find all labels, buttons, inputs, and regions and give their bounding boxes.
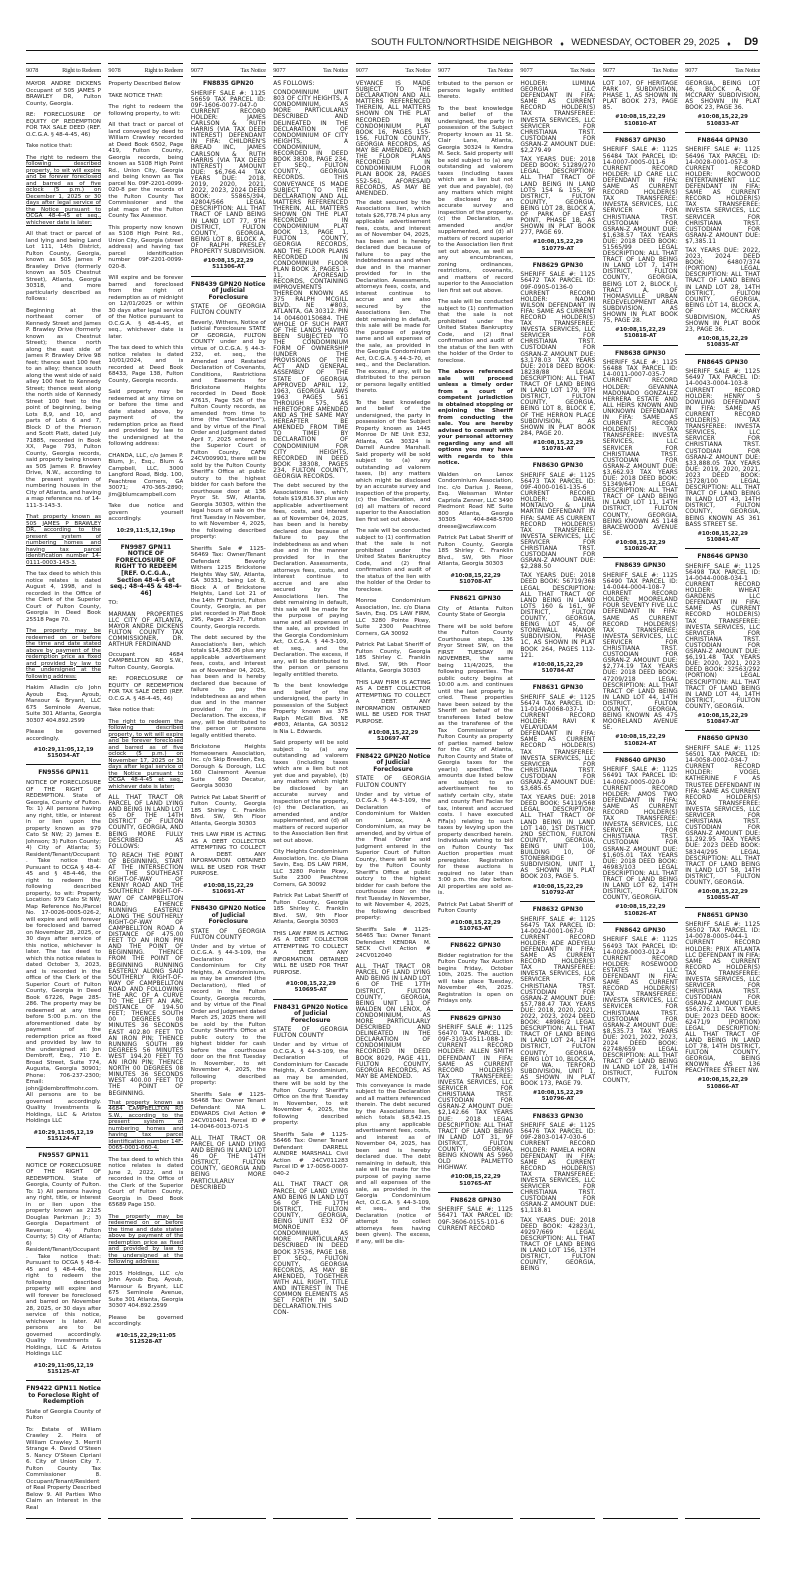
- notice-paragraph: Patrick Pat Labat Sheriff of Fulton County: [438, 901, 513, 914]
- notice-reference-code: #10:08,15,22,29 510792-AT: [532, 883, 584, 896]
- notice-caps-paragraph: VEYANCE IS MADE SUBJECT TO THE DECLARATION AND ALL MATTERS REFERENCED THEREIN, ALL MATTERS SHOWN ON THE PLAT RECORDED IN CONDOMINIUM PLAT BOOK 16, PAGES 155-156, FULTON COUNTY, GEORGIA RECORDS, AS MAY BE AMENDED, AND THE FLOOR PLANS RECORDED IN CONDOMINIUM FLOOR PLAN BOOK 28, PAGES 552-561, AFORESAID RECORDS, AS MAY BE AMENDED.: [355, 81, 431, 197]
- notice-divider: [108, 539, 183, 540]
- classification-label: Tax Notice: [570, 67, 596, 74]
- notice-paragraph: The debt secured by the Association's lien, which totals $14,382.06 plus any applicable advertisement fees, costs, and interest as of November 04, 2025, has been and is hereby declared due because of failure to pay the indebtedness as and when due and in the manner provided for in the Declaration. The excess, if any, will be distributed to the person or persons legally entitled thereto.: [190, 635, 266, 739]
- notice-paragraph: Patrick Pat Labat Sheriff of Fulton County, Georgia 185 Shirley C. Franklin Blvd. SW, 9th Floor Atlanta, Georgia 30303: [190, 794, 266, 827]
- notice-paragraph: To the best knowledge and belief of the undersigned, the party in possession of the Subject Property known as 11 St. Clair Lane, Atlanta, Georgia 30324 is Kendra M. Seck. Said property will be sold subject to (a) any outstanding ad valorem taxes (including taxes which are a lien but not yet due and payable), (b) any matters which might be disclosed by an accurate survey and inspection of the property, (c) the Declaration, as amended and/or supplemented, and (d) all matters of record superior to the Association lien first set out above, as well as any encumbrances, zoning ordinances, restrictions, covenants, and matters of record superior to the Association lien first set out above.: [438, 105, 513, 294]
- notice-column: [273, 63, 348, 1519]
- notice-divider: [273, 999, 348, 1000]
- notice-heading: FN8631 GPN30: [532, 684, 584, 692]
- column-header: [26, 63, 101, 77]
- notice-paragraph: Take notice that:: [108, 707, 155, 714]
- notice-underlined-paragraph: That property known as 4684 CAMPBELLTON RD S.W., according to the present system of numbering homes and having tax parcel identification number 14F-0065-0001-060-4.: [108, 1099, 184, 1152]
- notice-underlined-paragraph: The right to redeem the following described property, to wit will expire and be forever foreclosed and barred as of five oclock (5 p.m.) on November 17, 2025 or 30 days after legal service of the Notice pursuant to OCGA 48-4-45 et seq., whichever date is later:: [108, 718, 184, 790]
- notice-heading: FN8640 GPN30: [614, 756, 666, 764]
- classification-number: 9077: [190, 67, 204, 74]
- notice-column: [108, 63, 183, 1519]
- notice-caps-paragraph: SHERIFF SALE #: 1125 56659 TAX PARCEL ID: 09F-1606-0077-047-0 CURRENT RECORD HOLDER: JAMES CARLSON & RUTH HARRIS (VIA TAX DEED INTEREST) DEFENDANT IN FIFA: CHILDREN'S BREAD INC, JAMES CARLSON & RUTH HARRIS (VIA TAX DEED INTEREST) AMOUNT DUE: $6,766.44 TAX YEARS DUE: 2018, 2019, 2020, 2021, 2022, 2023, 2024 DEED BOOK: 55865/394, 42804/566 LEGAL DESCRIPTION: ALL THAT TRACT OF LAND BEING IN LAND LOT 77, 9TH DISTRICT, FULTON COUNTY, GEORGIA, BEING LOT 8, BLOCK A, OF RALPH PRESLEY PROPERTY SUBDIVISION.: [190, 90, 266, 256]
- notice-reference-code: #10:08,15,22,29 510820-AT: [615, 539, 666, 553]
- notice-caps-paragraph: STATE OF GEORGIA FULTON COUNTY: [355, 776, 431, 789]
- notice-caps-paragraph: STATE OF GEORGIA FULTON COUNTY: [190, 304, 266, 317]
- notice-heading: FN8650 GPN30: [697, 735, 748, 743]
- notice-paragraph: Under and by virtue of O.C.G.A. § 44-3-109, the Declaration of Condominium for Cascade Heights, A Condominium, as may be amended, there will be sold by the Fulton County Sheriff's Office on the first Tuesday in November, to wit November 4, 2025, the following described property:: [273, 1042, 349, 1127]
- notice-caps-paragraph: SHERIFF SALE #: 1125 56498 TAX PARCEL ID: 14-0044-0008-034-1 CURRENT RECORD HOLDER: WHEAT GARDENS LLC DEFENDANT IN FIFA: SAME AS CURRENT RECORD HOLDER(S) TAX TRANSFEREE: INVESTA SERVICES, LLC SERVICER FOR CHRISTIANA TRST. CUSTODIAN FOR GSRAN-Z AMOUNT DUE: $6,191.48 TAX YEARS DUE: 2020, 2021, 2023 DEED BOOK: 32563/292 (PORTION) LEGAL DESCRIPTION: ALL THAT TRACT OF LAND BEING IN LAND LOT 44, 14TH DISTRICT, FULTON COUNTY, GEORGIA.: [685, 563, 761, 710]
- notice-paragraph: There will be sold before the Fulton County Courthouse steps, 136 Pryor Street SW, on the FIRST TUESDAY IN NOVEMBER, the same being 11/4/2025, the following properties. The public outcry begins at 10:00 a.m. and continues until the last property is cried. These properties have been seized by the Sheriff on behalf of the transferees listed below as the transferee of the Tax Commissioner of Fulton County as property of parties named below for the City of Atlanta, Fulton County and State of Georgia taxes for the year(s) specified. The amounts due listed below are subject to an advertisement fee to satisfy certain city, state and county Fieri Facias for tax, interest and accrued costs. I have executed FiFa(s) relating to such taxes by levying upon the property described herein. Individuals wishing to bid on Fulton County Tax Auction properties must preregister. Registration for these auctions is required no later than 3:00 p.m. the day before. All properties are sold as-is.: [438, 623, 513, 896]
- notice-reference-code: #10:29,11:05,12,19 515034-AT: [33, 747, 94, 760]
- notice-heading: FN8651 GPN30: [697, 911, 748, 919]
- notice-paragraph: Walden on Lenox Condominium Association, Inc. c/o Darius J. Reese, Esq. Weissman Winter Capriola Zenner, LLC 3490 Piedmont Road NE Suite 800 Atlanta, Georgia 30305 404-848-5700 dreese@wczlaw.com: [438, 471, 513, 530]
- notice-divider: [603, 752, 678, 753]
- notice-paragraph: Said property will be sold subject to (a) any outstanding ad valorem taxes (including taxes which are a lien but not yet due and payable), (b) any matters which might be disclosed by an accurate survey and inspection of the property, (c) the Declaration, as amended and/or supplemented, and (d) all matters of record superior to the Association lien first set out above.: [273, 740, 349, 844]
- notice-paragraph: Take due notice and govern yourself accordingly.: [108, 503, 184, 522]
- notice-paragraph: Please be governed accordingly.: [108, 1314, 184, 1328]
- diamond-separator-icon: ♦: [560, 41, 564, 48]
- notice-underlined-paragraph: That property known as 505 JAMES P BRAWLEY DR, according to the present system of numbering homes and having tax parcel identification number 14-0111-0003-143-3.: [26, 514, 101, 566]
- notice-paragraph: Beverly, Withers, Notice of Judicial Foreclosure STATE OF GEORGIA, FULTON COUNTY under and by virtue of O.C.G.A. § 44-3-232, et. seq., the Amended and Restated Declaration of Covenants, Conditions, Restrictions and Easements for Brickstone Heights recorded in Deed Book 47615, Page 526 of the Fulton County records, as amended from time to time (the "Declaration"), and by virtue of the Final Order and Judgment dated April 7, 2025 entered in the Superior Court of Fulton County, CAFN 24CV009901, there will be sold by the Fulton County Sheriff's Office at public outcry to the highest bidder for cash before the courthouse door at 136 Pryor St. SW, Atlanta, Georgia 30303, within the legal hours of sale on the first Tuesday in November, to wit November 4, 2025, the following described property:: [190, 319, 266, 540]
- notice-reference-code: #10:08,15,22,29 510866-AT: [697, 1077, 748, 1090]
- notice-paragraph: All that tract or parcel of land lying and being Land Lot 111, 14th District, Fulton County, Georgia, known as 505 James P Brawley Drive (formerly known as 505 Chestnut Street), Atlanta, Georgia 30318, and more particularly described as follows:: [26, 231, 101, 302]
- page-masthead: [26, 36, 758, 51]
- notice-heading: FN8638 GPN30: [614, 349, 666, 357]
- notice-caps-paragraph: ALL THAT TRACT OR PARCEL OF LAND LYING AND BEING IN LAND LOT 6 OF THE 17TH DISTRICT, FULTON COUNTY, GEORGIA, BEING UNIT 11 OF WALDEN ON LENOX, A CONDOMINIUM, AS MORE PARTICULARLY DESCRIBED AND DELINEATED IN THE DECLARATION OF CONDOMINIUM RECORDED IN DEED BOOK 8029, PAGE 411, FULTON COUNTY, GEORGIA RECORDS, AS MAY BE AMENDED.: [355, 964, 431, 1080]
- notice-caps-paragraph: SHERIFF SALE #: 1125 56493 TAX PARCEL ID: 14-0028-0003-012-4 CURRENT RECORD HOLDER: ROSEWOOD ESTATES LLC DEFENDANT IN FIFA: SAME AS CURRENT RECORD HOLDER(S) TAX TRANSFEREE: INVESTA SERVICES, LLC SERVICER FOR CHRISTIANA TRST. CUSTODIAN FOR GSRAN-Z AMOUNT DUE: $8,535.73 TAX YEARS DUE: 2021, 2022, 2023, 2024 DEED BOOK: 62748/659 LEGAL DESCRIPTION: ALL THAT TRACT OF LAND BEING IN LAND LOT 28, 14TH DISTRICT, FULTON COUNTY,: [602, 937, 678, 1084]
- notice-heading: FN8632 GPN30: [532, 905, 584, 913]
- notice-heading: FN8835 GPN20: [202, 80, 254, 87]
- notice-caps-paragraph: TAX YEARS DUE: 2022, 2023, 2024 DEED BOOK: 64807/374 (PORTION) LEGAL DESCRIPTION: ALL THAT TRACT OF LAND BEING IN LAND LOT 28, 14TH DISTRICT, FULTON COUNTY, GEORGIA, BEING LOT 14, BLOCK A, OF MCCRARY SUBDIVISION, AS SHOWN IN PLAT BOOK 23, PAGE 36.: [685, 247, 761, 334]
- notice-paragraph: The debt secured by the Associations lien, which totals $19,816.37 plus any applicable advertisement fees, costs, and interest as of November 04, 2025, has been and is hereby declared due because of failure to pay the indebtedness as and when due and in the manner provided for in the Declaration. Assessments, attorneys fees, costs, and interest continue to accrue and are also secured by the Associations lien. The debt remaining in default, this sale will be made for the purpose of paying same and all expenses of the sale, as provided in the Georgia Condominium Act, O.C.G.A. § 44-3-109, et seq., and the Declaration. The excess, if any, will be distributed to the person or persons legally entitled thereto.: [273, 483, 349, 678]
- notice-paragraph: THIS LAW FIRM IS ACTING AS A DEBT COLLECTOR ATTEMPTING TO COLLECT A DEBT. ANY INFORMATION OBTAINED WILL BE USED FOR THAT PURPOSE.: [355, 679, 431, 725]
- classification-label: Tax Notice: [734, 67, 761, 74]
- column-header: [356, 63, 431, 77]
- notice-paragraph: NOTICE OF FORECLOSURE OF THE RIGHT OF REDEMPTION. State of Georgia, County of Fulton. To: 1) All persons having any right, title, or interest in or lien upon the property known as 979 Cato St NW; 2) James E. Johnson; 3) Fulton County; 4) City of Atlanta; 5) Resident/Tenant/Occupant. Take notice that: Pursuant to OCGA § 48-4-45 and § 48-4-46, the right to redeem the following described property, to wit: Property Location: 979 Cato St NW; Map Reference No./Parcel No. 17-0026-0005-026-2, will expire and will forever be foreclosed and barred on November 28, 2025, or 30 days after service of this notice, whichever is later. The tax deed to which this notice relates is dated October 3, 2023, and is recorded in the office of the Clerk of the Superior Court of Fulton County, Georgia in Deed Book 67226, Page 285-286. The property may be redeemed at any time before 5:00 p.m. on the aforementioned date by payment of the redemption price as fixed and provided by law to the undersigned at: Jon Dembroff, Esq., 710 E. Broad Street, Suite 774, Augusta, Georgia 30901; Phone: 706-237-2300; Email: john@dembroffmohr.com. All persons are to be governed accordingly. Quality Investments & Holdings, LLC & Aristos Holdings LLC: [26, 780, 101, 1124]
- column-header: [520, 63, 595, 77]
- notice-caps-paragraph: HOLDER: LUMINA GEORGIA LLC DEFENDANT IN FIFA: SAME AS CURRENT RECORD HOLDER(S) TAX TRANSFEREE: INVESTA SERVICES, LLC SERVICER FOR CHRISTIANA TRST. CUSTODIAN FOR GSRAN-Z AMOUNT DUE: $2,279.49: [520, 81, 596, 155]
- notice-reference-code: #10:08,15,22,29 510818-AT: [615, 327, 666, 340]
- notice-reference-code: #10:08,15,22,29 510779-AT: [532, 239, 584, 252]
- notice-divider: [26, 1147, 101, 1148]
- notice-heading: FN8644 GPN30: [697, 136, 748, 144]
- notice-reference-code: #10:08,15,22,29 510855-AT: [697, 889, 748, 902]
- notice-heading: FN8629 GPN30: [532, 261, 584, 269]
- notice-heading: FN8645 GPN30: [697, 358, 748, 366]
- notice-paragraph: Monroe Condominium Association, Inc. c/o Diana Savin, Esq. DS LAW FIRM, LLC 3280 Pointe Pkwy, Suite 2300 Peachtree Corners, GA 30092: [355, 598, 431, 637]
- notice-caps-paragraph: SHERIFF SALE #: 1125 56497 TAX PARCEL ID: 14-0043-0004-103-8 CURRENT RECORD HOLDER: HENRY S DOWLING DEFENDANT IN FIFA: SAME AS CURRENT RECORD HOLDER(S) TAX TRANSFEREE: INVESTA SERVICES, LLC SERVICER FOR CHRISTIANA TRST. CUSTODIAN FOR GSRAN-Z AMOUNT DUE: $33,888.05 TAX YEARS DUE: 2019, 2020, 2021, 2023 DEED BOOK: 15728/100 LEGAL DESCRIPTION: ALL THAT TRACT OF LAND BEING IN LAND LOT 43, 14TH DISTRICT, FULTON COUNTY, GEORGIA, BEING KNOWN AS 361 BASS STREET SE.: [685, 369, 761, 528]
- notice-bold-paragraph: The above referenced sale will proceed unless a timely order from a court of competent jurisdiction is obtained stopping or enjoining the Sheriff from conducting the sale. You are hereby advised to consult with your personal attorney regarding any and all options you may have with regards to this notice.: [438, 369, 513, 466]
- notice-heading: FN8439 GPN20 Notice of Judicial Foreclosure: [191, 280, 266, 301]
- notice-reference-code: #10:29,11:05,12,19 515125-AT: [33, 1362, 94, 1375]
- notice-paragraph: The tax deed to which this notice relates is dated June 2, 2022, and is recorded in the Office of the Clerk of the Superior Court of Fulton County, Georgia in Deed Book 65689 Page 150.: [108, 1156, 184, 1209]
- notice-heading: FN8629 GPN30: [450, 1014, 501, 1022]
- notice-paragraph: State of Georgia County of Fulton: [26, 1408, 101, 1422]
- notice-column: [191, 63, 266, 1519]
- notice-underlined-paragraph: The property may be redeemed on or before the time and date stated above by payment of the redemption price as fixed and provided by law to the undersigned at the following address:: [108, 1213, 184, 1266]
- classification-number: 9077: [685, 67, 698, 74]
- notice-reference-code: #10:08,15,22,29 510781-AT: [532, 439, 584, 453]
- notice-caps-paragraph: CONDOMINIUM UNIT 803 OF CITY HEIGHTS, A CONDOMINIUM, AS MORE PARTICULARLY DESCRIBED AND DELINEATED IN THE DECLARATION OF CONDOMINIUM OF CITY HEIGHTS, A CONDOMINIUM, RECORDED IN DEED BOOK 38308, PAGE 234, ET SEQ., FULTON COUNTY, GEORGIA RECORDS. THIS CONVEYANCE IS MADE SUBJECT TO THE DECLARATION AND ALL MATTERS REFERENCED THEREIN, ALL MATTERS SHOWN ON THE PLAT RECORDED IN CONDOMINIUM PLAT BOOK 13, PAGE 1, FULTON COUNTY, GEORGIA RECORDS, AND THE FLOOR PLANS RECORDED IN CONDOMINIUM FLOOR PLAN BOOK 3, PAGES 1-11, AFORESAID RECORDS, CONTAINING IMPROVEMENTS THEREON KNOWN AS 375 RALPH MCGILL BLVD. NE #803, ATLANTA, GA 30312. PIN 14 004600150684. THE WHOLE OF SUCH PART OF THE LANDS HAVING BEEN SUBJECTED TO THE CONDOMINIUM FORM OF OWNERSHIP (UNDER THE PROVISIONS OF THE ACT AND GENERAL ASSEMBLY OF THE STATE OF GEORGIA APPROVED APRIL 12, 1963, GEORGIA LAWS 1963 PAGES 561 THROUGH 575, AS HERETOFORE AMENDED AND AS THE SAME MAY HEREAFTER BE AMENDED FROM TIME TO TIME) BY DECLARATION OF CONDOMINIUM FOR CITY HEIGHTS, RECORDED IN DEED BOOK 38308, PAGES 234, FULTON COUNTY, GEORGIA RECORDS.: [273, 90, 349, 480]
- notice-caps-paragraph: GEORGIA, BEING LOT 46, BLOCK A, OF MCCRARY SUBDIVISION, AS SHOWN IN PLAT BOOK 23, PAGE 36.: [685, 81, 761, 112]
- notice-divider: [438, 1010, 513, 1011]
- notice-caps-paragraph: LOT 107, OF HERITAGE PARK SUBDIVISION, PHASE 1, AS SHOWN IN PLAT BOOK 273, PAGE 85.: [602, 81, 678, 112]
- notice-caps-paragraph: SHERIFF SALE #: 1125 56472 TAX PARCEL ID: 09F-0905-0136-0 CURRENT RECORD HOLDER: NAOMI WILSON DEFENDANT IN FIFA: SAME AS CURRENT RECORD HOLDER(S) TAX TRANSFEREE: INVESTA SERVICES, LLC SERVICER FOR CHRISTIANA TRST. CUSTODIAN FOR GSRAN-Z AMOUNT DUE: $3,178.03 TAX YEARS DUE: 2018 DEED BOOK: 18238/88 LEGAL DESCRIPTION: ALL THAT TRACT OF LAND BEING IN LAND LOT 179, 9TH DISTRICT, FULTON COUNTY, GEORGIA, BEING LOT 8, BLOCK E, OF THE HERRON PLACE SUBDIVISION, AS SHOWN IN PLAT BOOK 284, PAGE 20.: [520, 272, 596, 437]
- notice-paragraph: To: Estate of William Crawley 2. Heirs of William Crawley 3. Merrill Strange 4. David O'Steen 5. Nancy O'Steen Cipriani 6. City of Union City 7. Fulton County Tax Commissioner 8. Occupant/Tenant/Resident of Real Property Described Below 9. All Parties Who Claim an Interest in the Real: [26, 1426, 101, 1511]
- notice-paragraph: NOTICE OF FORECLOSURE OF THE RIGHT OF REDEMPTION. State of Georgia, County of Fulton. To: 1) All persons having any right, title, or interest in or lien upon the property known as 2125 Douglas Parkman Jr.; 3) Georgia Department of Revenue; 4) Fulton County; 5) City of Atlanta; 6) Resident/Tenant/Occupant. Take notice that: Pursuant to OCGA § 48-4-45 and § 48-4-46, the right to redeem the following described property will expire and will forever be foreclosed and barred on November 28, 2025, or 30 days after service of this notice, whichever is later. All persons are to be governed accordingly. Quality Investments & Holdings, LLC & Aristos Holdings LLC: [26, 1162, 101, 1357]
- classification-label: Tax Notice: [322, 67, 349, 74]
- notice-reference-code: #10:08,15,22,29 510826-AT: [615, 904, 666, 917]
- notice-caps-paragraph: TAX YEARS DUE: 2018 DEED BOOK: 56719/368 LEGAL DESCRIPTION: ALL THAT TRACT OF LAND BEING IN LAND LOTS 160 & 161, 9F DISTRICT, FULTON COUNTY, GEORGIA, BEING LOT 45, OF STONEWALL MANOR SUBDIVISION, PHASE 1C, AS SHOWN IN PLAT BOOK 264, PAGES 112-121.: [520, 573, 596, 659]
- column-header: [603, 63, 678, 77]
- notice-paragraph: MAYOR ANDRE DICKENS Occupant of 505 JAMES P BRAWLEY DR, Fulton County, Georgia.: [26, 81, 101, 107]
- classification-label: Tax Notice: [240, 67, 266, 74]
- notice-column: [520, 63, 595, 1519]
- notice-reference-code: #10:29,11:05,12,19 515124-AT: [33, 1129, 94, 1142]
- notice-divider: [438, 1192, 513, 1193]
- classification-label: Tax Notice: [487, 67, 513, 74]
- notice-caps-paragraph: TO REACH THE POINT OF BEGINNING, START AT THE INTERSECTION OF THE SOUTHEAST RIGHT-OF-WAY OF KENNY ROAD AND THE SOUTHERLY RIGHT-OF-WAY OF CAMPBELLTON ROAD; THENCE RUNNING EASTERLY ALONG THE SOUTHERLY RIGHT-OF-WAY OF CAMPBELLTON ROAD A DISTANCE OF 475.00 FEET TO AN IRON PIN AND THE POINT OF BEGINNING. THENCE FROM THE POINT OF BEGINNING RUNNING EASTERLY ALONG SAID SOUTHERLY RIGHT-OF-WAY OF CAMPBELLTON ROAD AND FOLLOWING THE ARC OF A CURVE TO THE LEFT AN ARC DISTANCE OF 194.50 FEET; THENCE SOUTH 00 DEGREES 08 MINUTES 36 SECONDS EAST 402.80 FEET TO AN IRON PIN; THENCE RUNNING SOUTH 89 DEGREES 56 MINUTES WEST 194.20 FEET TO AN IRON PIN; THENCE NORTH 00 DEGREES 08 MINUTES 36 SECONDS WEST 400.00 FEET TO THE POINT OF BEGINNING.: [108, 852, 184, 1097]
- notice-divider: [685, 730, 760, 731]
- notice-paragraph: Under and by virtue of O.C.G.A. § 44-3-109, the Declaration of Condominium for City Heights, A Condominium, as may be amended (the Declaration), filed of record in the Fulton County, Georgia records, and by virtue of the Final Order and Judgment dated March 25, 2025 there will be sold by the Fulton County Sheriff's Office at public outcry to the highest bidder for cash before the courthouse door on the first Tuesday in November, to wit November 4, 2025, the following described property:: [190, 943, 266, 1087]
- classification-number: 9077: [273, 67, 286, 74]
- notice-heading: FN8628 GPN30: [450, 1196, 501, 1204]
- notice-reference-code: #10:08,15,22,29 510835-AT: [697, 336, 748, 349]
- classification-label: Right to Redeem: [144, 67, 184, 74]
- column-header: [685, 63, 760, 77]
- notice-paragraph: Said property may be redeemed at any time on or before the time and date stated above, by payment of the redemption price as fixed and provided by law to the undersigned at the following address:: [108, 389, 184, 447]
- notice-paragraph: The sale will be conducted subject to (1) confirmation that the sale is not prohibited under the United States Bankruptcy Code, and (2) final confirmation and audit of the status of the lien with the holder of the Order to foreclose.: [355, 528, 431, 593]
- notice-heading: FN8430 GPN20 Notice of Judicial Foreclosure: [191, 904, 266, 926]
- notice-paragraph: The sale will be conducted subject to (1) confirmation that the sale is not prohibited under the United States Bankruptcy Code, and (2) final confirmation and audit of the status of the lien with the holder of the Order to foreclose.: [438, 299, 513, 364]
- notice-reference-code: #10:08,15,22,29 510824-AT: [615, 734, 666, 747]
- notice-divider: [603, 557, 678, 558]
- notice-paragraph: Patrick Pat Labat Sheriff of Fulton County, Georgia 185 Shirley C. Franklin Blvd. SW, 9th Floor Atlanta, Georgia 30303: [273, 893, 349, 926]
- notice-divider: [685, 354, 760, 355]
- notice-caps-paragraph: STATE OF GEORGIA FULTON COUNTY: [190, 928, 266, 941]
- notice-divider: [603, 132, 678, 133]
- notice-paragraph: Patrick Pat Labat Sheriff of Fulton County, Georgia 185 Shirley C. Franklin Blvd., SW, 9th Floor Atlanta, Georgia 30303: [438, 535, 513, 567]
- notice-paragraph: Will expire and be forever barred and foreclosed from the right of redemption as of midnight on 12/01/2025 or within 30 days after legal service of the Notice pursuant to O.C.G.A. § 48-4-45, et seq., whichever date is later.: [108, 275, 184, 340]
- notice-caps-paragraph: TAX YEARS DUE: 2018 DEED BOOK: 51289/270 LEGAL DESCRIPTION: ALL THAT TRACT OF LAND BEING IN LAND LOTS 154 & 155, 9F DISTRICT, FULTON COUNTY, GEORGIA, BEING LOT 28, BLOCK A, OF PARK OF EAST POINT, PHASE 1B, AS SHOWN IN PLAT BOOK 277, PAGE 69.: [520, 157, 596, 237]
- notice-reference-code: #10:08,15,22,29 510847-AT: [697, 712, 748, 726]
- notice-paragraph: Under and by virtue of O.C.G.A. § 44-3-109, the Declaration of Condominium for Walden on Lenox, A Condominium, as may be amended, and by virtue of the Final Order and Judgment entered in the Superior Court of Fulton County, there will be sold by the Fulton County Sheriff's Office at public outcry to the highest bidder for cash before the courthouse door on the first Tuesday in November, to wit November 4, 2025, the following described property:: [355, 791, 431, 922]
- notice-paragraph: Hakim Alladin c/o John Ayoub Esq. Ayoub, Mansour & Bryant, LLC 675 Seminole Avenue, Suite 301 Atlanta, Georgia 30307 404.892.2599: [26, 685, 101, 724]
- notice-divider: [26, 1380, 101, 1381]
- classification-number: 9078: [108, 67, 121, 74]
- notice-reference-code: 10:29,11:5,12,19sp: [116, 527, 176, 534]
- notice-heading: FN8422 GPN20 Notice of Judicial Foreclosure: [355, 752, 431, 773]
- notice-heading: FN8642 GPN30: [614, 926, 666, 934]
- notice-paragraph: This property now known as 5108 High Point Rd., Union City, Georgia (street address) and having tax parcel identification number 09F-2201-0099-020-8.: [108, 224, 184, 270]
- notice-caps-paragraph: SHERIFF SALE #: 1125 56473 TAX PARCEL ID: 09F-4000-0161-135-6 CURRENT RECORD HOLDER: DANIEL MONTALVO & LINA MARTIN DEFENDANT IN FIFA: SAME AS CURRENT RECORD HOLDER(S) TAX TRANSFEREE: INVESTA SERVICES, LLC SERVICER FOR CHRISTIANA TRST. CUSTODIAN FOR GSRAN-Z AMOUNT DUE: $2,288.50: [520, 472, 596, 571]
- notice-divider: [520, 257, 595, 258]
- notice-heading: FN9987 GPN11 NOTICE OF FORECLOSURE OF RIGHT TO REDEEM [REF. O.C.G.A., Section 48-4-5 et seq.; 48-4-45 & 48-4-46]: [110, 543, 182, 597]
- notice-caps-paragraph: SHERIFF SALE #: 1125 56496 TAX PARCEL ID: 14-0028-0001-057-8 CURRENT RECORD HOLDER: ROCWOOD ENTERTAINMENT LLC DEFENDANT IN FIFA: SAME AS CURRENT RECORD HOLDER(S) TAX TRANSFEREE: INVESTA SERVICES, LLC SERVICER FOR CHRISTIANA TRST. CUSTODIAN FOR GSRAN-Z AMOUNT DUE: $7,385.11: [685, 147, 761, 245]
- notice-divider: [603, 345, 678, 346]
- notice-heading: FN8637 GPN30: [614, 136, 666, 144]
- notice-heading: FN9556 GPN11: [38, 769, 89, 777]
- notice-divider: [520, 679, 595, 680]
- notice-column: [685, 63, 760, 1519]
- notice-reference-code: #10:15,22,29;11:05 512528-AT: [115, 1332, 176, 1345]
- notice-paragraph: Property Described Below: [108, 81, 181, 87]
- notice-heading: FN8622 GPN30: [450, 941, 501, 949]
- classification-number: 9078: [26, 67, 39, 74]
- notice-divider: [191, 900, 266, 901]
- notice-reference-code: #10:08,15,22,29 510763-AT: [450, 919, 501, 932]
- notice-divider: [520, 901, 595, 902]
- notice-paragraph: Sheriffs Sale # 1125-56466 Tax: Owner Tenant Defendant DARRELL AUNDRE MARSHALL Civil Action # 24CV011283 Parcel ID # 17-0056-0007-040-2: [273, 1131, 349, 1177]
- notice-paragraph: All that tract or parcel of land conveyed by deed to William Crawley recorded at Deed Book 6502, Page 419, Fulton County, Georgia records, being known as 5108 High Point Rd., Union City, Georgia and being known as Tax parcel No. 09F-2201-0099-020-8 per the records of the Fulton County Tax Commissioner and the plat maps of the Fulton County Tax Assessor.: [108, 122, 184, 219]
- notice-reference-code: #10:08,15,22,29 510841-AT: [697, 530, 748, 543]
- classification-label: Right to Redeem: [62, 67, 101, 74]
- notice-caps-paragraph: MARMAN PROPERTIES LLC CITY OF ATLANTA, MAYOR ANDRE DICKENS FULTON COUNTY TAX COMMISSIONER, DR. ARTHUR FERDINAND: [108, 611, 184, 649]
- notice-reference-code: #10:08,15,22,29 510765-AT: [450, 1174, 501, 1187]
- notice-column: [603, 63, 678, 1519]
- notice-caps-paragraph: SHERIFF SALE #: 1125 56490 TAX PARCEL ID: 14-0044-0004-108-7 CURRENT RECORD HOLDER: MOORELAND FOUR SEVENTY FIVE LLC DEFENDANT IN FIFA: SAME AS CURRENT RECORD HOLDER(S) TAX TRANSFEREE: INVESTA SERVICES, LLC SERVICER FOR CHRISTIANA TRST. CUSTODIAN FOR GSRAN-Z AMOUNT DUE: $2,774.19 TAX YEARS DUE: 2018 DEED BOOK: 47209/218 LEGAL DESCRIPTION: ALL THAT TRACT OF LAND BEING IN LAND LOT 44, 14TH DISTRICT, FULTON COUNTY, GEORGIA, BEING KNOWN AS 475 MOORELAND AVENUE SE.: [602, 572, 678, 732]
- notice-caps-paragraph: SHERIFF SALE #: 1125 56471 TAX PARCEL ID: 09F-3606-0155-101-6 CURRENT RECORD: [438, 1207, 513, 1232]
- notice-caps-paragraph: ALL THAT TRACT OR PARCEL OF LAND LYING AND BEING IN LAND LOT 65 OF THE 14TH DISTRICT OF FULTON COUNTY, GEORGIA, AND BEING MORE FULLY DESCRIBED AS FOLLOWS:: [108, 795, 184, 850]
- notice-column: [438, 63, 513, 1519]
- notice-divider: [438, 590, 513, 591]
- notice-reference-code: #10:08,15,22,29 510695-AT: [285, 981, 336, 994]
- notice-paragraph: Sheriffs Sale # 1125-56468 Tax: Owner Tenant Defendant NIA L. EDWARDS Civil Action # 24CV010401 Parcel ID # 14-0046-0013-071-5: [190, 1091, 266, 1131]
- classification-label: Tax Notice: [405, 67, 431, 74]
- notice-paragraph: CHANDA, LLC, c/o James P. Blum, Jr., Esq., Blum & Campbell, LLC, 3000 Langford Road, Bldg. 100, Peachtree Corners, GA 30071; 470-365-2890; jim@blumcampbell.com: [108, 452, 184, 498]
- notice-paragraph: City Heights Condominium Association, Inc. c/o Diana Savin, Esq. DS LAW FIRM, LLC 3280 Pointe Pkwy, Suite 2300 Peachtree Corners, GA 30092: [273, 849, 349, 888]
- notice-caps-paragraph: SHERIFF SALE #: 1125 56470 TAX PARCEL ID: 09F-3103-0511-088-1 CURRENT RECORD HOLDER: ALLEN SMITH DEFENDANT IN FIFA: SAME AS CURRENT RECORD HOLDER(S) TAX TRANSFEREE: INVESTA SERVICES, LLC SERVICER FOR CHRISTIANA TRST. CUSTODIAN FOR GSRAN-Z AMOUNT DUE: $2,142.66 TAX YEARS DUE: 2018 LEGAL DESCRIPTION: ALL THAT TRACT OF LAND BEING IN LAND LOT 31, 9F DISTRICT, FULTON COUNTY, GEORGIA, BEING KNOWN AS 5960 OLD PALMETTO HIGHWAY.: [438, 1025, 513, 1172]
- notice-paragraph: Sheriffs Sale # 1125-56465 Tax: Owner Tenant Defendant KENDRA M. SECK Civil Action # 24CV012040: [355, 926, 431, 959]
- notice-paragraph: Occupant 4684 CAMPBELLTON RD S.W., Fulton County, Georgia.: [108, 651, 184, 671]
- notice-paragraph: Brickstone Heights Homeowners Association, Inc. c/o Skip Breeden, Esq. Dorough & Dorough, LLC 160 Clairemont Avenue Suite 650 Decatur, Georgia 30030: [190, 744, 266, 789]
- notice-caps-paragraph: ALL THAT TRACT OR PARCEL OF LAND LYING AND BEING IN LAND LOT 46 OF THE 14TH DISTRICT, FULTON COUNTY, GEORGIA AND BEING MORE PARTICULARLY DESCRIBED: [190, 1135, 266, 1191]
- notice-reference-code: #10:08,15,22,29 510796-AT: [532, 1090, 584, 1103]
- notice-heading: FN8431 GPN20 Notice of Judicial Foreclosure: [273, 1003, 348, 1024]
- column-header: [438, 63, 513, 77]
- notice-caps-paragraph: SHERIFF SALE #: 1125 56502 TAX PARCEL ID: 14-0078-0005-044-1 CURRENT RECORD HOLDER: PRIX ATLANTA LLC DEFENDANT IN FIFA: SAME AS CURRENT RECORD HOLDER(S) TAX TRANSFEREE: INVESTA SERVICES, LLC SERVICER FOR CHRISTIANA TRST. CUSTODIAN FOR GSRAN-Z AMOUNT DUE: $56,276.11 TAX YEARS DUE: 2023 DEED BOOK: 62471/9 (PORTION) LEGAL DESCRIPTION: ALL THAT TRACT OF LAND BEING IN LAND LOT 78, 14TH DISTRICT, FULTON COUNTY, GEORGIA, BEING KNOWN AS 136 PEACHTREE STREET NW.: [685, 922, 761, 1075]
- diamond-separator-icon: ♦: [727, 41, 731, 48]
- notice-paragraph: TO:: [108, 600, 118, 607]
- notice-reference-code: #10:08,15,22,29 510810-AT: [615, 114, 666, 127]
- page-number: D9: [744, 36, 758, 48]
- notice-paragraph: City of Atlanta Fulton County State of Georgia: [438, 605, 513, 618]
- notice-caps-paragraph: ALL THAT TRACT OR PARCEL OF LAND LYING AND BEING IN LAND LOT 56 OF THE 17TH DISTRICT, FULTON COUNTY, GEORGIA, BEING UNIT E32 OF MONROE CONDOMINIUM, AS MORE PARTICULARLY DESCRIBED IN DEED BOOK 37536, PAGE 168, ET SEQ., FULTON COUNTY, GEORGIA RECORDS, AS MAY BE AMENDED, TOGETHER WITH ALL RIGHT, TITLE AND INTEREST IN THE COMMON ELEMENTS AS SET FORTH IN SAID DECLARATION.THIS CON-: [273, 1182, 349, 1317]
- notice-paragraph: Patrick Pat Labat Sheriff of Fulton County, Georgia 185 Shirley C. Franklin Blvd. SW, 9th Floor Atlanta, Georgia 30303: [355, 642, 431, 675]
- notice-underlined-paragraph: The right to redeem the following described property, to wit will expire and be forever foreclosed and barred as of five oclock (5 p.m.) on December 1, 2025 or 30 days after legal service of the Notice pursuant to OCGA 48-4-45 et seq., whichever date is later:: [26, 154, 101, 226]
- notice-divider: [685, 132, 760, 133]
- notice-paragraph: TAKE NOTICE THAT:: [108, 92, 163, 99]
- notice-divider: [520, 457, 595, 458]
- notice-paragraph: Bidder registration for the Fulton County Tax Auction begins Friday, October 10th, 2025. The auction will take place Tuesday, November 4th, 2025. Registration is open on Fridays only.: [438, 952, 513, 1004]
- notice-heading: FN8633 GPN30: [532, 1112, 584, 1120]
- notice-caps-paragraph: STATE OF GEORGIA FULTON COUNTY: [273, 1027, 349, 1040]
- notice-caps-paragraph: SHERIFF SALE #: 1125 56474 TAX PARCEL ID: 11-0140-0068-037-1 CURRENT RECORD HOLDER: RAVI K VELAYUDAM DEFENDANT IN FIFA: SAME AS CURRENT RECORD HOLDER(S) TAX TRANSFEREE: INVESTA SERVICES, LLC SERVICER FOR CHRISTIANA TRST. CUSTODIAN FOR GSRAN-Z AMOUNT DUE: $3,685.65: [520, 694, 596, 793]
- notice-reference-code: #10:08,15,22,29 510833-AT: [697, 114, 748, 127]
- notice-paragraph: To the best knowledge and belief of the undersigned, the party in possession of the Subject Property known as 375 Ralph McGill Blvd. NE #803, Atlanta, GA 30312 is Nia L. Edwards.: [273, 683, 349, 735]
- classification-number: 9077: [520, 67, 533, 74]
- notice-heading: FN8639 GPN30: [614, 562, 666, 570]
- notice-caps-paragraph: SHERIFF SALE #: 1125 56488 TAX PARCEL ID: 14-0011-0007-035-7 CURRENT RECORD HOLDER: GEVANNA MADONADO GONZALEZ HERRERA ESTATE AND ALL HEIRS KNOWN AND UNKNOWN DEFENDANT IN FIFA: SAME AS CURRENT RECORD HOLDER(S) TAX TRANSFEREE: INVESTA SERVICES, LLC SERVICER FOR CHRISTIANA TRST. CUSTODIAN FOR GSRAN-Z AMOUNT DUE: $3,662.93 TAX YEARS DUE: 2018 DEED BOOK: 51349/647 LEGAL DESCRIPTION: ALL THAT TRACT OF LAND BEING IN LAND LOT 11, 14TH DISTRICT, FULTON COUNTY, GEORGIA, BEING KNOWN AS 1148 BRACEWOOD AVENUE SE.: [602, 360, 678, 537]
- column-header: [191, 63, 266, 77]
- notice-divider: [26, 764, 101, 765]
- notice-caps-paragraph: TAX YEARS DUE: 2018 DEED BOOK: 42823/1, 49297/669 LEGAL DESCRIPTION: ALL THAT TRACT OF LAND BEING IN LAND LOT 156, 13TH DISTRICT, FULTON COUNTY, GEORGIA, BEING: [520, 1217, 596, 1273]
- notice-divider: [438, 937, 513, 938]
- notice-paragraph: tributed to the person or persons legally entitled thereto.: [438, 81, 513, 100]
- notice-reference-code: #10:08,15,22,29 510697-AT: [367, 730, 419, 743]
- classification-number: 9077: [355, 67, 368, 74]
- notice-heading: FN9557 GPN11: [38, 1151, 89, 1159]
- notice-divider: [685, 548, 760, 549]
- notice-paragraph: Sheriffs Sale # 1125-56469 Tax: Owner/Tenant Defendant Beverly Withers 1215 Brickstone Heights Way SW, Atlanta, GA 30331, being Lot 8, Block A of Brickstone Heights, Land Lot 21 of the 14th FF District, Fulton County, Georgia, as per plat recorded in Plat Book 295, Pages 25-27, Fulton County, Georgia records.: [190, 545, 266, 630]
- notice-paragraph: Please be governed accordingly.: [26, 729, 101, 742]
- notice-paragraph: This conveyance is made subject to the Declaration and all matters referenced therein. The debt secured by the Associations lien, which totals $8,542.15 plus any applicable advertisement fees, costs, and interest as of November 04, 2025, has been and is hereby declared due. The debt remaining in default, this sale will be made for the purpose of paying same and all expenses of the sale, as provided in the Georgia Condominium Act, O.C.G.A. § 44-3-109, et seq., and the Declaration (notice of attempt to collect attorneys fees having been given). The excess, if any, will be dis-: [355, 1082, 431, 1245]
- notice-divider: [685, 907, 760, 908]
- notice-caps-paragraph: SHERIFF SALE #: 1125 56501 TAX PARCEL ID: 14-0058-0002-034-7 CURRENT RECORD HOLDER: VOGEL KATHERINE F AS TRUSTEE DEFENDANT IN FIFA: SAME AS CURRENT RECORD HOLDER(S) TAX TRANSFEREE: INVESTA SERVICES, LLC SERVICER FOR CHRISTIANA TRST. CUSTODIAN FOR GSRAN-Z AMOUNT DUE: $1,292.95 TAX YEARS DUE: 2023 DEED BOOK: 58344/295 LEGAL DESCRIPTION: ALL THAT TRACT OF LAND BEING IN LAND LOT 58, 14TH DISTRICT, FULTON COUNTY, GEORGIA.: [685, 745, 761, 887]
- notice-divider: [356, 748, 431, 749]
- notice-column: [26, 63, 101, 1519]
- publication-name: SOUTH FULTON/NORTHSIDE NEIGHBOR: [371, 37, 553, 48]
- notice-paragraph: THIS LAW FIRM IS ACTING AS A DEBT COLLECTOR ATTEMPTING TO COLLECT A DEBT. ANY INFORMATION OBTAINED WILL BE USED FOR THAT PURPOSE.: [190, 832, 266, 877]
- notice-reference-code: #10:08,15,22,29 510708-AT: [450, 572, 501, 585]
- column-header: [108, 63, 183, 77]
- classification-number: 9077: [602, 67, 616, 74]
- notice-paragraph: Take notice that:: [26, 143, 73, 149]
- notice-reference-code: #10:08,15,22,29 510691-AT: [203, 882, 254, 895]
- classification-number: 9077: [438, 67, 451, 74]
- notice-reference-code: #10:08,15,22,29 510784-AT: [532, 661, 584, 674]
- notice-heading: FN9422 GPN11 Notice to Foreclose Right of Redemption: [26, 1384, 101, 1406]
- notice-caps-paragraph: TAX YEARS DUE: 2018 DEED BOOK: 54119/568 LEGAL DESCRIPTION: ALL THAT TRACT OF LAND BEING IN LAND LOT 140, 1ST DISTRICT, 2ND SECTION, FULTON COUNTY, GEORGIA, BEING UNIT 100, BUILDING 10, OF STONEBRIDGE SUBDIVISION, UNIT 1, AS SHOWN IN PLAT BOOK 203, PAGE 5.: [520, 795, 596, 881]
- notice-paragraph: The debt secured by the Associations lien, which totals $26,778.74 plus any applicable advertisement fees, costs, and interest as of November 04, 2025, has been and is hereby declared due because of failure to pay the indebtedness as and when due and in the manner provided for in the Declaration. Assessments, attorneys fees, costs, and interest continue to accrue and are also secured by the Associations lien. The debt remaining in default, this sale will be made for the purpose of paying same and all expenses of the sale, as provided in the Georgia Condominium Act, O.C.G.A. § 44-3-70, et seq., and the Declaration. The excess, if any, will be distributed to the person or persons legally entitled thereto.: [355, 199, 431, 395]
- notice-paragraph: The right to redeem the following property, to wit:: [108, 104, 184, 117]
- notice-paragraph: 2015 Holdings, LLC c/o John Ayoub Esq. Ayoub, Mansour & Bryant, LLC 675 Seminole Avenue, Suite 301 Atlanta, Georgia 30307 404.892.2599: [108, 1270, 184, 1310]
- notice-caps-paragraph: SHERIFF SALE #: 1125 56491 TAX PARCEL ID: 14-0062-0005-020-9 CURRENT RECORD HOLDER: AMOS TWO DEFENDANT IN FIFA: SAME AS CURRENT RECORD HOLDER(S) TAX TRANSFEREE: INVESTA SERVICES, LLC SERVICER FOR CHRISTIANA TRST. CUSTODIAN FOR GSRAN-Z AMOUNT DUE: $1,605.01 TAX YEARS DUE: 2018 DEED BOOK: 46983/103 LEGAL DESCRIPTION: ALL THAT TRACT OF LAND BEING IN LAND LOT 62, 14TH DISTRICT, FULTON COUNTY, GEORGIA.: [602, 767, 678, 902]
- classification-label: Tax Notice: [652, 67, 678, 74]
- notice-heading: FN8621 GPN30: [450, 594, 501, 602]
- notice-heading: FN8646 GPN30: [697, 553, 748, 561]
- notice-reference-code: #10:08,15,22,29 511306-AT: [203, 258, 254, 271]
- notice-column: [356, 63, 431, 1519]
- notice-paragraph: The tax deed to which this notice relates is dated August 4, 1998, and is recorded in the Office of the Clerk of the Superior Court of Fulton County, Georgia in Deed Book 25518 Page 70.: [26, 571, 101, 623]
- notice-divider: [603, 922, 678, 923]
- notice-caps-paragraph: AS FOLLOWS:: [273, 81, 315, 87]
- notice-paragraph: RE: FORECLOSURE OF EQUITY OF REDEMPTION FOR TAX SALE DEED (REF. O.C.G.A. § 48-4-45, 46): [108, 676, 184, 702]
- notice-caps-paragraph: SHERIFF SALE #: 1125 56484 TAX PARCEL ID: 14-0007-0005-011-6 CURRENT RECORD HOLDER: LD CARE LLC DEFENDANT IN FIFA: SAME AS CURRENT RECORD HOLDER(S) TAX TRANSFEREE: INVESTA SERVICES, LLC SERVICER FOR CHRISTIANA TRST. CUSTODIAN FOR GSRAN-Z AMOUNT DUE: $1,638.57 TAX YEARS DUE: 2018 DEED BOOK: 51565/99 LEGAL DESCRIPTION: ALL THAT TRACT OF LAND BEING IN LAND LOT 7, 14TH DISTRICT, FULTON COUNTY, GEORGIA, BEING LOT 2, BLOCK I, TRACT A, OF THOMASVILLE URBAN REDEVELOPMENT AREA SUBDIVISION, AS SHOWN IN PLAT BOOK 75, PAGE 28.: [602, 147, 678, 325]
- notice-underlined-paragraph: The property may be redeemed on or before the time and date stated above by payment of the redemption price as fixed and provided by law to the undersigned at the following address:: [26, 628, 101, 680]
- notice-heading: FN8630 GPN30: [532, 462, 584, 470]
- publication-date: WEDNESDAY, OCTOBER 29, 2025: [571, 37, 720, 48]
- notice-caps-paragraph: SHERIFF SALE #: 1125 56476 TAX PARCEL ID: 09F-2803-0147-030-6 CURRENT RECORD HOLDER: PAMELA HORN DEFENDANT IN FIFA: SAME AS CURRENT RECORD HOLDER(S) TAX TRANSFEREE: INVESTA SERVICES, LLC SERVICER FOR CHRISTIANA TRST. CUSTODIAN FOR GSRAN-Z AMOUNT DUE: $1,118.81: [520, 1123, 596, 1215]
- notice-paragraph: RE: FORECLOSURE OF EQUITY OF REDEMPTION FOR TAX SALE DEED (REF. O.C.G.A. § 48-4-45, 46): [26, 112, 101, 138]
- notice-paragraph: Beginning at the northeast corner of Kennedy Street and James P. Brawley Drive (formerly known as Chestnut Street); thence north along the east side of James P. Brawley Drive 98 feet; thence east 100 feet to an alley; thence south along the west side of said alley 100 feet to Kennedy Street; thence west along the north side of Kennedy Street 100 feet to the point of beginning, being Lots 8,9, and 10, and parts of Lots 6 and 7, Block D of the Frierson and Scott Platt, dated July 71885, recorded in Book XX, Page 793, Fulton County, Georgia records, said property being known as 505 James P. Brawley Drive, N.W., according to the present system of numbering houses in the City of Atlanta, and having a map reference no. of 14-111-3-143-3.: [26, 307, 101, 509]
- notice-paragraph: To the best knowledge and belief of the undersigned, the party in possession of the Subject Property known as 1445 Monroe Dr NE Unit E32, Atlanta, GA 30324 is Darrell Aundre Marshall. Said property will be sold subject to (a) any outstanding ad valorem taxes, (b) any matters which might be disclosed by an accurate survey and inspection of the property, (c) the Declaration, and (d) all matters of record superior to the Association lien first set out above.: [355, 399, 431, 523]
- notice-caps-paragraph: SHERIFF SALE #: 1125 56475 TAX PARCEL ID: 14-0024-0001-067-0 CURRENT RECORD HOLDER: ADE ADEYELU DEFENDANT IN FIFA: SAME AS CURRENT RECORD HOLDER(S) TAX TRANSFEREE: INVESTA SERVICES, LLC SERVICER FOR CHRISTIANA TRST. CUSTODIAN FOR GSRAN-Z AMOUNT DUE: $57,788.47 TAX YEARS DUE: 2018, 2020, 2021, 2022, 2023, 2024 DEED BOOK: 48986/2 LEGAL DESCRIPTION: ALL THAT TRACT OF LAND BEING IN LAND LOT 24, 14TH DISTRICT, FULTON COUNTY, GEORGIA, BEING LOT 10, BLOCK A, OF WA. TERFORD SUBDIVISION, UNIT 1, AS SHOWN IN PLAT BOOK 173, PAGE 79.: [520, 916, 596, 1088]
- notice-divider: [191, 276, 266, 277]
- notice-divider: [520, 1108, 595, 1109]
- column-header: [273, 63, 348, 77]
- legal-notices-columns: [26, 63, 760, 1518]
- notice-paragraph: The tax deed to which this notice relates is dated 10/01/2024, and is recorded at Deed Book 68433, Page 138, Fulton County, Georgia records.: [108, 345, 184, 384]
- notice-paragraph: THIS LAW FIRM IS ACTING AS A DEBT COLLECTOR ATTEMPTING TO COLLECT A DEBT. ANY INFORMATION OBTAINED WILL BE USED FOR THAT PURPOSE.: [273, 930, 349, 976]
